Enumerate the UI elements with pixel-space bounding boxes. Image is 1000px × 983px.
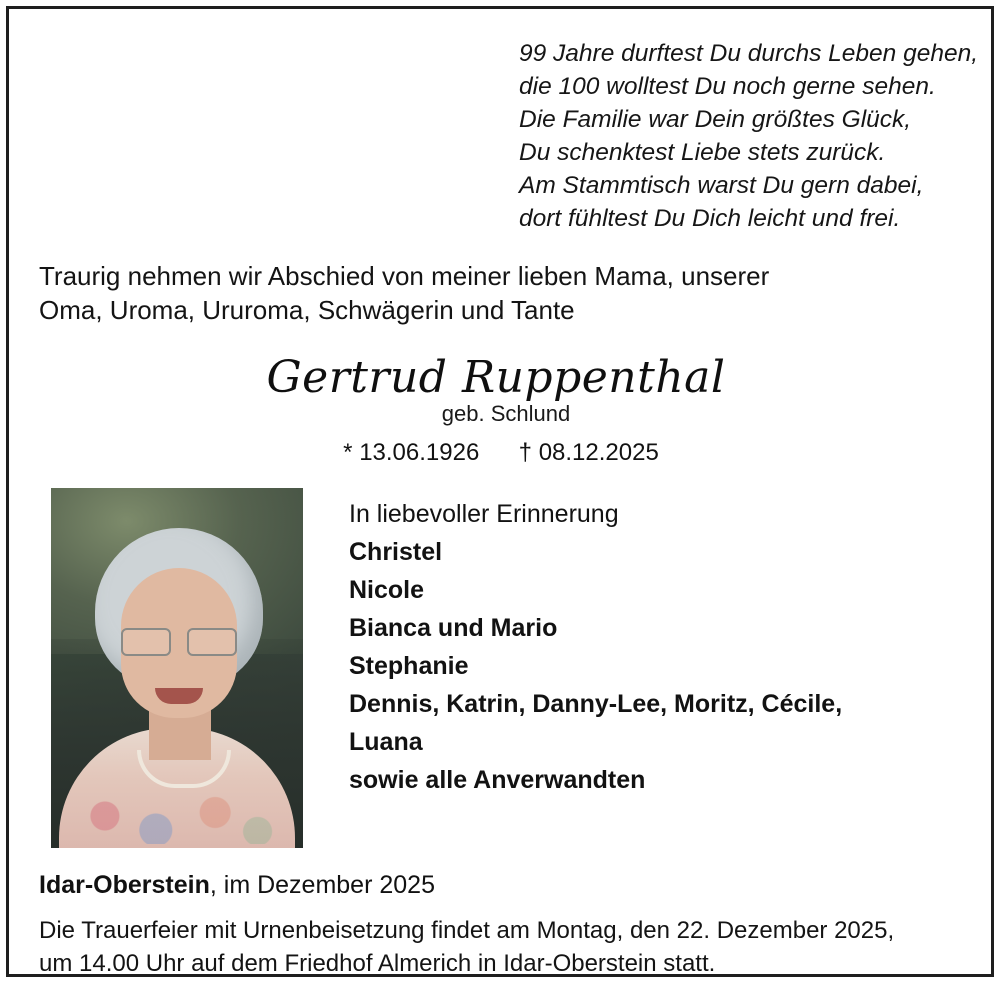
portrait-photo <box>51 488 303 848</box>
family-member: Bianca und Mario <box>349 614 558 642</box>
life-dates <box>49 439 953 467</box>
death-date: 08.12.2025 <box>538 439 659 466</box>
photo-and-family-row <box>39 485 953 845</box>
intro-line-1: Traurig nehmen wir Abschied von meiner lieben Mama, unserer <box>39 261 770 291</box>
poem-line-1: 99 Jahre durftest Du durchs Leben gehen, <box>519 40 979 67</box>
place-name: Idar-Oberstein <box>39 871 210 899</box>
birth-date: 13.06.1926 <box>359 439 480 466</box>
family-member: Dennis, Katrin, Danny-Lee, Moritz, Cécile, <box>349 690 843 718</box>
ceremony-details <box>39 914 953 980</box>
family-member: Christel <box>349 538 443 566</box>
memorial-poem <box>519 37 979 235</box>
ceremony-line-2: um 14.00 Uhr auf dem Friedhof Almerich in Idar-Oberstein statt. <box>39 950 716 977</box>
death-symbol: † <box>518 439 533 466</box>
intro-text <box>39 259 953 327</box>
family-member: sowie alle Anverwandten <box>349 766 646 794</box>
place-and-date <box>39 871 953 900</box>
family-lead: In liebevoller Erinnerung <box>349 500 619 528</box>
poem-line-6: dort fühltest Du Dich leicht und frei. <box>519 205 901 232</box>
place-suffix: , im Dezember 2025 <box>209 871 435 899</box>
deceased-maiden-name: geb. Schlund <box>441 401 571 426</box>
glasses-icon <box>119 628 239 654</box>
birth-symbol: * <box>343 439 353 466</box>
intro-line-2: Oma, Uroma, Ururoma, Schwägerin und Tante <box>39 295 575 325</box>
poem-line-2: die 100 wolltest Du noch gerne sehen. <box>519 73 936 100</box>
family-list <box>349 485 953 799</box>
deceased-name: Gertrud Ruppenthal <box>266 352 726 403</box>
poem-line-3: Die Familie war Dein größtes Glück, <box>519 106 912 133</box>
poem-line-4: Du schenktest Liebe stets zurück. <box>519 139 886 166</box>
ceremony-line-1: Die Trauerfeier mit Urnenbeisetzung findet am Montag, den 22. Dezember 2025, <box>39 917 895 944</box>
family-member: Luana <box>349 728 423 756</box>
notice-content <box>9 9 991 977</box>
poem-line-5: Am Stammtisch warst Du gern dabei, <box>519 172 924 199</box>
family-member: Stephanie <box>349 652 469 680</box>
family-member: Nicole <box>349 576 425 604</box>
